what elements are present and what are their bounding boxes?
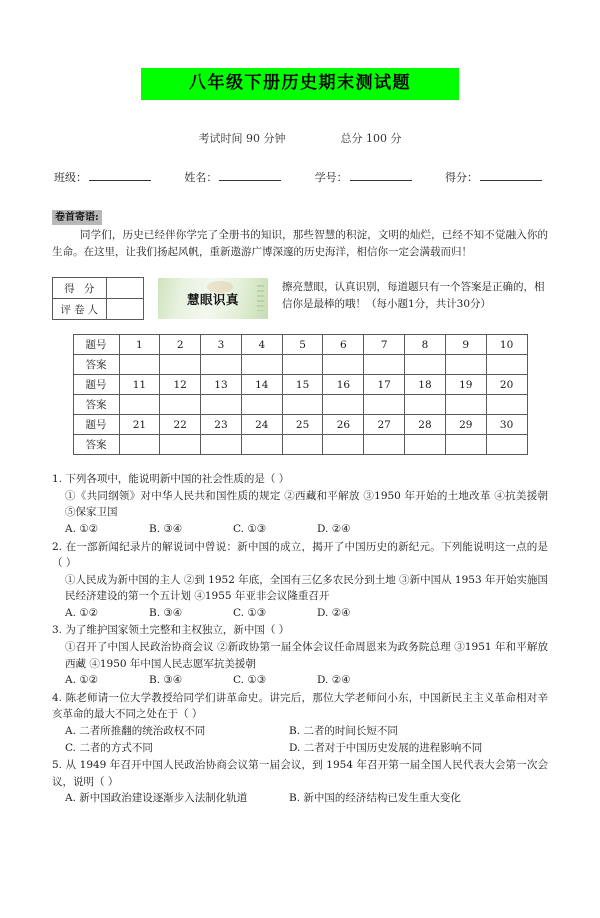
answer-grid-answer-cell[interactable]	[119, 435, 160, 455]
question-stem: 1. 下列各项中，能说明新中国的社会性质的是（ ）	[52, 473, 290, 486]
scorer-label-score: 得 分	[53, 278, 107, 299]
answer-grid-answer-cell[interactable]	[241, 435, 282, 455]
student-info-row	[52, 169, 548, 185]
answer-grid-number-cell: 20	[486, 375, 527, 395]
answer-grid-answer-cell[interactable]	[323, 355, 364, 375]
scorer-value-score[interactable]	[106, 278, 144, 299]
question-option[interactable]: A. 新中国政治建设逐渐步入法制化轨道	[65, 792, 248, 805]
question-item	[52, 471, 548, 537]
student-field-score-blank[interactable]	[480, 169, 542, 181]
answer-grid-number-cell: 6	[323, 335, 364, 355]
answer-grid-answer-cell[interactable]	[486, 355, 527, 375]
question-options	[52, 740, 548, 757]
table-row	[73, 375, 527, 395]
student-field-id	[315, 169, 412, 185]
answer-grid-number-cell: 3	[201, 335, 242, 355]
answer-grid-number-cell: 8	[405, 335, 446, 355]
answer-grid-answer-cell[interactable]	[405, 395, 446, 415]
question-option[interactable]: B. 新中国的经济结构已发生重大变化	[289, 792, 461, 805]
answer-grid-number-cell: 7	[364, 335, 405, 355]
answer-grid-answer-cell[interactable]	[201, 395, 242, 415]
answer-grid-answer-label: 答案	[73, 435, 119, 455]
question-option[interactable]: B. ③④	[149, 674, 183, 687]
answer-grid-number-cell: 10	[486, 335, 527, 355]
exam-duration: 考试时间 90 分钟	[198, 132, 286, 146]
question-options	[52, 605, 548, 622]
question-substatements: ①召开了中国人民政治协商会议 ②新政协第一届全体会议任命周恩来为政务院总理 ③1951 年和平解放西藏 ④1950 年中国人民志愿军抗美援朝	[65, 641, 548, 670]
answer-grid-number-cell: 13	[201, 375, 242, 395]
answer-grid-number-cell: 11	[119, 375, 160, 395]
question-option[interactable]: D. ②④	[317, 674, 351, 687]
table-row	[53, 299, 144, 320]
answer-grid-number-cell: 5	[282, 335, 323, 355]
answer-grid-answer-cell[interactable]	[405, 355, 446, 375]
answer-grid-number-cell: 4	[241, 335, 282, 355]
question-item	[52, 690, 548, 756]
answer-grid-answer-cell[interactable]	[282, 355, 323, 375]
answer-grid-answer-label: 答案	[73, 395, 119, 415]
question-item	[52, 539, 548, 622]
question-options	[52, 672, 548, 689]
answer-grid-answer-cell[interactable]	[486, 435, 527, 455]
answer-grid-number-label: 题号	[73, 335, 119, 355]
table-row	[53, 278, 144, 299]
answer-grid-number-cell: 23	[201, 415, 242, 435]
exam-paper-page	[0, 68, 600, 918]
question-option[interactable]: C. ①③	[233, 522, 267, 535]
table-row	[73, 415, 527, 435]
scorer-block	[52, 277, 548, 320]
question-option[interactable]: D. 二者对于中国历史发展的进程影响不同	[289, 741, 483, 754]
question-option[interactable]: A. 二者所推翻的统治政权不同	[65, 724, 206, 737]
answer-grid-number-cell: 18	[405, 375, 446, 395]
question-options	[52, 521, 548, 538]
table-row	[73, 435, 527, 455]
page-title: 八年级下册历史期末测试题	[141, 68, 459, 100]
answer-grid-number-cell: 16	[323, 375, 364, 395]
answer-grid-answer-cell[interactable]	[241, 355, 282, 375]
answer-grid-answer-cell[interactable]	[323, 435, 364, 455]
question-option[interactable]: C. ①③	[233, 606, 267, 619]
section-instruction: 擦亮慧眼，认真识别，每道题只有一个答案是正确的，相信你是最棒的哦！（每小题1分，共计30分）	[282, 281, 545, 311]
answer-grid-answer-cell[interactable]	[160, 435, 201, 455]
answer-grid-number-cell: 9	[445, 335, 486, 355]
answer-grid-wrap	[52, 334, 548, 455]
answer-grid-answer-cell[interactable]	[160, 355, 201, 375]
question-option[interactable]: A. ①②	[65, 606, 99, 619]
answer-grid-answer-cell[interactable]	[282, 435, 323, 455]
scorer-table	[52, 277, 144, 320]
answer-grid-number-label: 题号	[73, 375, 119, 395]
question-option[interactable]: B. ③④	[149, 522, 183, 535]
answer-grid-answer-cell[interactable]	[241, 395, 282, 415]
answer-grid-number-cell: 27	[364, 415, 405, 435]
answer-grid-number-cell: 25	[282, 415, 323, 435]
answer-grid-number-cell: 28	[405, 415, 446, 435]
answer-grid-number-cell: 15	[282, 375, 323, 395]
answer-grid-number-cell: 21	[119, 415, 160, 435]
student-field-score-label: 得分：	[444, 171, 478, 185]
question-option[interactable]: A. ①②	[65, 674, 99, 687]
answer-grid-answer-cell[interactable]	[445, 355, 486, 375]
student-field-name-label: 姓名：	[184, 171, 218, 185]
answer-grid-answer-cell[interactable]	[282, 395, 323, 415]
student-field-id-label: 学号：	[314, 171, 348, 185]
answer-grid-answer-cell[interactable]	[364, 395, 405, 415]
question-options	[52, 790, 548, 807]
answer-grid-number-cell: 14	[241, 375, 282, 395]
preface-label: 卷首寄语:	[52, 210, 102, 225]
table-row	[73, 355, 527, 375]
answer-grid-answer-cell[interactable]	[364, 355, 405, 375]
question-stem: 4. 陈老师请一位大学教授给同学们讲革命史。讲完后，那位大学老师问小东，中国新民主主义革命相对辛亥革命的最大不同之处在于（ ）	[52, 691, 548, 721]
answer-grid-table	[73, 334, 528, 455]
table-row	[73, 395, 527, 415]
answer-grid-number-cell: 12	[160, 375, 201, 395]
answer-grid-number-cell: 17	[364, 375, 405, 395]
answer-grid-number-cell: 24	[241, 415, 282, 435]
answer-grid-answer-cell[interactable]	[364, 435, 405, 455]
answer-grid-number-cell: 1	[119, 335, 160, 355]
question-option[interactable]: C. ①③	[233, 674, 267, 687]
answer-grid-number-cell: 29	[445, 415, 486, 435]
preface-text: 同学们，历史已经伴你学完了全册书的知识，那些智慧的积淀，文明的灿烂，已经不知不觉融入你的生命。在这里，让我们扬起风帆，重新遨游广博深邃的历史海洋，相信你一定会满载而归！	[52, 229, 548, 259]
answer-grid-number-cell: 22	[160, 415, 201, 435]
student-field-score	[445, 169, 542, 185]
student-field-id-blank[interactable]	[350, 169, 412, 181]
question-item	[52, 757, 548, 807]
student-field-class-blank[interactable]	[89, 169, 151, 181]
answer-grid-answer-cell[interactable]	[119, 355, 160, 375]
question-option[interactable]: D. ②④	[317, 522, 351, 535]
student-field-class	[54, 169, 151, 185]
answer-grid-number-label: 题号	[73, 415, 119, 435]
preface-section	[52, 205, 548, 261]
question-stem: 5. 从 1949 年召开中国人民政治协商会议第一届会议，到 1954 年召开第一届全国人民代表大会第一次会议，说明（ ）	[52, 759, 548, 788]
answer-grid-answer-cell[interactable]	[405, 435, 446, 455]
answer-grid-answer-cell[interactable]	[445, 395, 486, 415]
student-field-name	[184, 169, 281, 185]
answer-grid-answer-cell[interactable]	[160, 395, 201, 415]
exam-meta	[52, 130, 548, 146]
title-row	[52, 68, 548, 100]
questions-list	[52, 471, 548, 807]
section-banner-label: 慧眼识真	[186, 291, 239, 307]
banner-stripe-icon	[257, 285, 264, 311]
answer-grid-answer-cell[interactable]	[201, 435, 242, 455]
question-options	[52, 723, 548, 740]
answer-grid-answer-cell[interactable]	[201, 355, 242, 375]
question-stem: 2. 在一部新闻纪录片的解说词中曾说：新中国的成立，揭开了中国历史的新纪元。下列能说明这一点的是（ ）	[52, 540, 548, 570]
answer-grid-number-cell: 2	[160, 335, 201, 355]
answer-grid-answer-label: 答案	[73, 355, 119, 375]
scorer-label-grader: 评卷人	[53, 299, 107, 320]
scorer-value-grader[interactable]	[106, 299, 144, 320]
question-option[interactable]: D. ②④	[317, 606, 351, 619]
question-option[interactable]: C. 二者的方式不同	[65, 741, 153, 754]
answer-grid-answer-cell[interactable]	[119, 395, 160, 415]
answer-grid-answer-cell[interactable]	[323, 395, 364, 415]
student-field-class-label: 班级：	[54, 171, 87, 185]
question-substatements: ①人民成为新中国的主人 ②到 1952 年底，全国有三亿多农民分到土地 ③新中国从 1953 年开始实施国民经济建设的第一个五计划 ④1955 年亚非会议隆重召开	[65, 573, 548, 603]
answer-grid-answer-cell[interactable]	[445, 435, 486, 455]
student-field-name-blank[interactable]	[219, 169, 281, 181]
answer-grid-number-cell: 26	[323, 415, 364, 435]
question-option[interactable]: A. ①②	[65, 522, 99, 535]
section-banner	[158, 278, 268, 319]
answer-grid-number-cell: 19	[445, 375, 486, 395]
question-item	[52, 622, 548, 688]
question-option[interactable]: B. ③④	[149, 606, 183, 619]
question-option[interactable]: B. 二者的时间长短不同	[289, 724, 398, 737]
question-stem: 3. 为了维护国家领土完整和主权独立，新中国（ ）	[52, 624, 290, 637]
exam-total-score: 总分 100 分	[340, 132, 402, 146]
answer-grid-number-cell: 30	[486, 415, 527, 435]
table-row	[73, 335, 527, 355]
answer-grid-answer-cell[interactable]	[486, 395, 527, 415]
question-substatements: ①《共同纲领》对中华人民共和国性质的规定 ②西藏和平解放 ③1950 年开始的土地改革 ④抗美援朝 ⑤保家卫国	[65, 489, 548, 519]
